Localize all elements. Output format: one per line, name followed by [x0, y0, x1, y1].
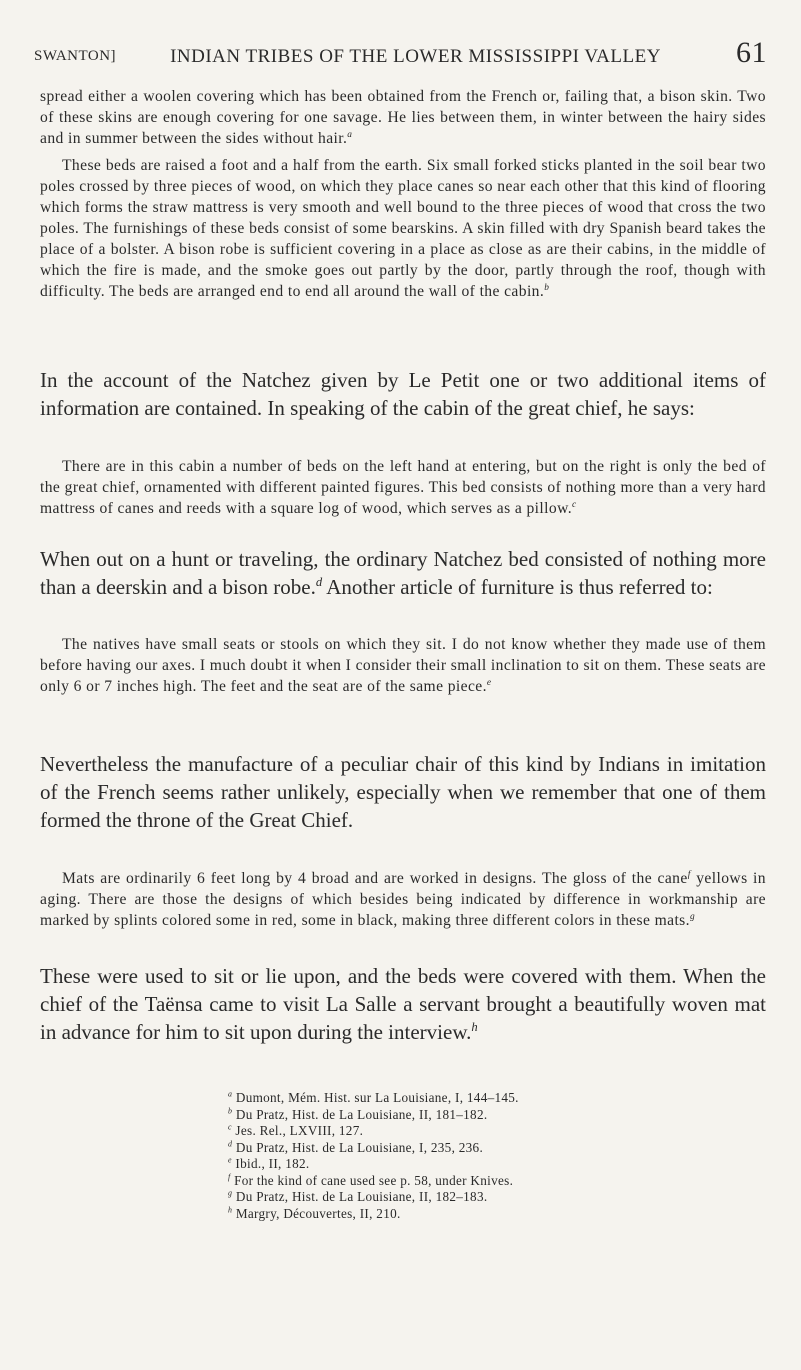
footnote-ref-c: c — [572, 499, 577, 510]
quote-block-2 — [40, 456, 766, 525]
footnote: $^a$ Dumont, Mém. Hist. sur La Louisiane, I, 144–145. — [228, 1089, 519, 1105]
quote-block-4 — [40, 868, 766, 937]
footnotes — [228, 1090, 519, 1222]
footnote-ref-a: a — [347, 129, 353, 140]
footnote: $^h$ Margry, Découvertes, II, 210. — [228, 1205, 401, 1221]
page-number: 61 — [736, 36, 767, 69]
quote-block-3 — [40, 634, 766, 703]
paragraph-2: These beds are raised a foot and a half from the earth. Six small forked sticks planted in the soil bear two poles crossed by three pieces of wood, on which they place canes so near each other that this kind of flooring which forms the straw mattress is very smooth and well bound to the three pieces of wood that cross the two poles. The furnishings of these beds consist of some bearskins. A skin filled with dry Spanish beard takes the place of a bolster. A bison robe is sufficient covering in a place as close as are their cabins, in the middle of which the fire is made, and the smoke goes out partly by the door, partly through the roof, though with difficulty. The beds are arranged end to end all around the wall of the cabin.$^b$ — [40, 157, 766, 300]
footnote: $^b$ Du Pratz, Hist. de La Louisiane, II, 181–182. — [228, 1106, 488, 1122]
footnote-ref-g: g — [689, 911, 696, 922]
footnote-ref-f: f — [687, 869, 691, 880]
paragraph-1: spread either a woolen covering which has been obtained from the French or, failing that, a bison skin. Two of these skins are enough covering for one savage. He lies between them, in winter between the hairy sides and in summer between the sides without hair.$^a$ — [40, 88, 766, 147]
footnote-ref-b: b — [544, 282, 550, 293]
header-author: SWANTON] — [34, 48, 117, 64]
footnote: $^f$ For the kind of cane used see p. 58, under Knives. — [228, 1172, 514, 1188]
paragraph-8: Mats are ordinarily 6 feet long by 4 broad and are worked in designs. The gloss of the cane$^f$ yellows in aging. There are those the designs of which besides being indicated by difference in workmanship are marked by splints colored some in red, some in black, making three different colors in these mats.$^g$ — [40, 869, 766, 929]
footnote: $^e$ Ibid., II, 182. — [228, 1155, 310, 1171]
running-header — [34, 36, 767, 70]
footnote-ref-d: d — [315, 575, 323, 589]
header-title: INDIAN TRIBES OF THE LOWER MISSISSIPPI VALLEY — [170, 46, 661, 67]
paragraph-3: In the account of the Natchez given by Le Petit one or two additional items of information are contained. In speaking of the cabin of the great chief, he says: — [40, 368, 766, 420]
footnote: $^d$ Du Pratz, Hist. de La Louisiane, I, 235, 236. — [228, 1139, 484, 1155]
footnote: $^c$ Jes. Rel., LXVIII, 127. — [228, 1122, 364, 1138]
footnote-ref-h: h — [471, 1020, 478, 1034]
paragraph-9: These were used to sit or lie upon, and the beds were covered with them. When the chief of the Taënsa came to visit La Salle a servant brought a beautifully woven mat in advance for him to sit upon during the interview.$^h$ — [40, 964, 766, 1044]
footnote-ref-e: e — [486, 677, 492, 688]
paragraph-4: There are in this cabin a number of beds on the left hand at entering, but on the right is only the bed of the great chief, ornamented with different painted figures. This bed consists of nothing more than a very hard mattress of canes and reeds with a square log of wood, which serves as a pillow.$^c$ — [40, 458, 766, 517]
footnote: $^g$ Du Pratz, Hist. de La Louisiane, II, 182–183. — [228, 1188, 488, 1204]
paragraph-6: The natives have small seats or stools on which they sit. I do not know whether they made use of them before having our axes. I much doubt it when I consider their small inclination to sit on them. These seats are only 6 or 7 inches high. The feet and the seat are of the same piece.$^e$ — [40, 636, 766, 695]
quote-block-1 — [40, 86, 766, 308]
paragraph-5: When out on a hunt or traveling, the ordinary Natchez bed consisted of nothing more than a deerskin and a bison robe.$^d$ Another article of furniture is thus referred to: — [40, 547, 766, 599]
paragraph-7: Nevertheless the manufacture of a peculiar chair of this kind by Indians in imitation of the French seems rather unlikely, especially when we remember that one of them formed the throne of the Great Chief. — [40, 752, 766, 832]
